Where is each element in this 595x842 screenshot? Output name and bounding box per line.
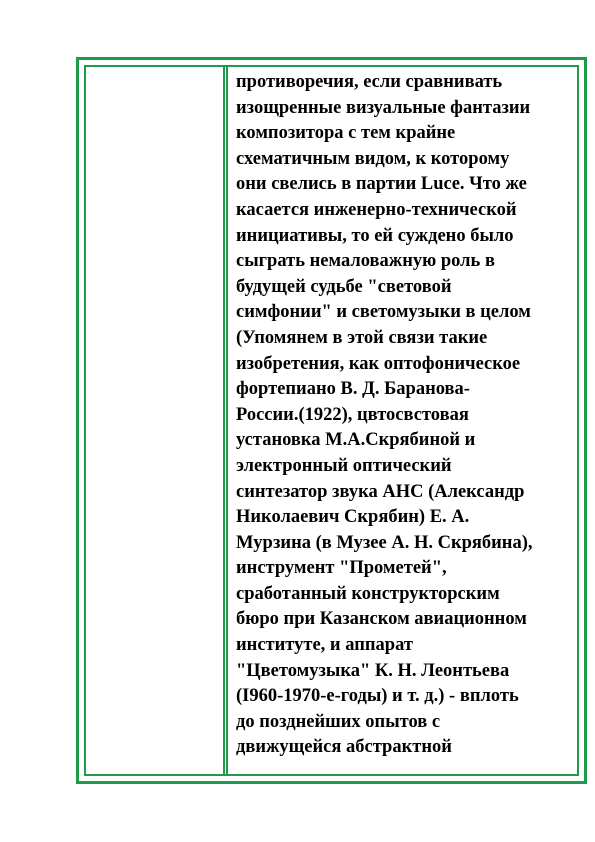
text-line: противоречия, если сравнивать xyxy=(236,72,503,92)
body-text xyxy=(236,70,567,774)
page-frame-inner xyxy=(84,65,579,776)
text-line: до позднейших опытов с xyxy=(236,711,441,732)
text-line: синтезатор звука АНС (Александр xyxy=(236,481,525,502)
text-line: сработанный конструкторским xyxy=(236,583,500,604)
text-line: изощренные визуальные фантазии xyxy=(236,97,531,118)
text-line: России.(1922), цвтосвстовая xyxy=(236,404,469,425)
text-line: композитора с тем крайне xyxy=(236,123,456,144)
text-line: электронный оптический xyxy=(236,455,452,476)
text-line: они свелись в партии Luce. Что же xyxy=(236,174,527,195)
text-line: "Цветомузыка" К. Н. Леонтьева xyxy=(236,660,510,681)
text-line: инициативы, то ей суждено было xyxy=(236,225,514,246)
text-line: будущей судьбе "световой xyxy=(236,276,452,297)
text-line: изобретения, как оптофоническое xyxy=(236,353,521,374)
text-line: касается инженерно-технической xyxy=(236,199,517,220)
page-frame-outer xyxy=(76,57,587,784)
text-line: бюро при Казанском авиационном xyxy=(236,609,527,630)
text-line: инструмент "Прометей", xyxy=(236,558,447,579)
text-line: симфонии" и светомузыки в целом xyxy=(236,302,531,323)
text-line: установка М.А.Скрябиной и xyxy=(236,430,476,451)
text-line: Николаевич Скрябин) Е. А. xyxy=(236,507,470,528)
text-line: (Упомянем в этой связи такие xyxy=(236,327,488,348)
left-margin-column-divider xyxy=(86,67,228,774)
text-line: Мурзина (в Музее А. Н. Скрябина), xyxy=(236,532,533,553)
text-line: схематичным видом, к которому xyxy=(236,148,510,169)
text-line: институте, и аппарат xyxy=(236,635,413,656)
text-line: фортепиано В. Д. Баранова- xyxy=(236,379,470,400)
text-line: движущейся абстрактной xyxy=(236,737,452,758)
text-line: (I960-1970-е-годы) и т. д.) - вплоть xyxy=(236,686,519,707)
text-line: сыграть немаловажную роль в xyxy=(236,251,495,272)
